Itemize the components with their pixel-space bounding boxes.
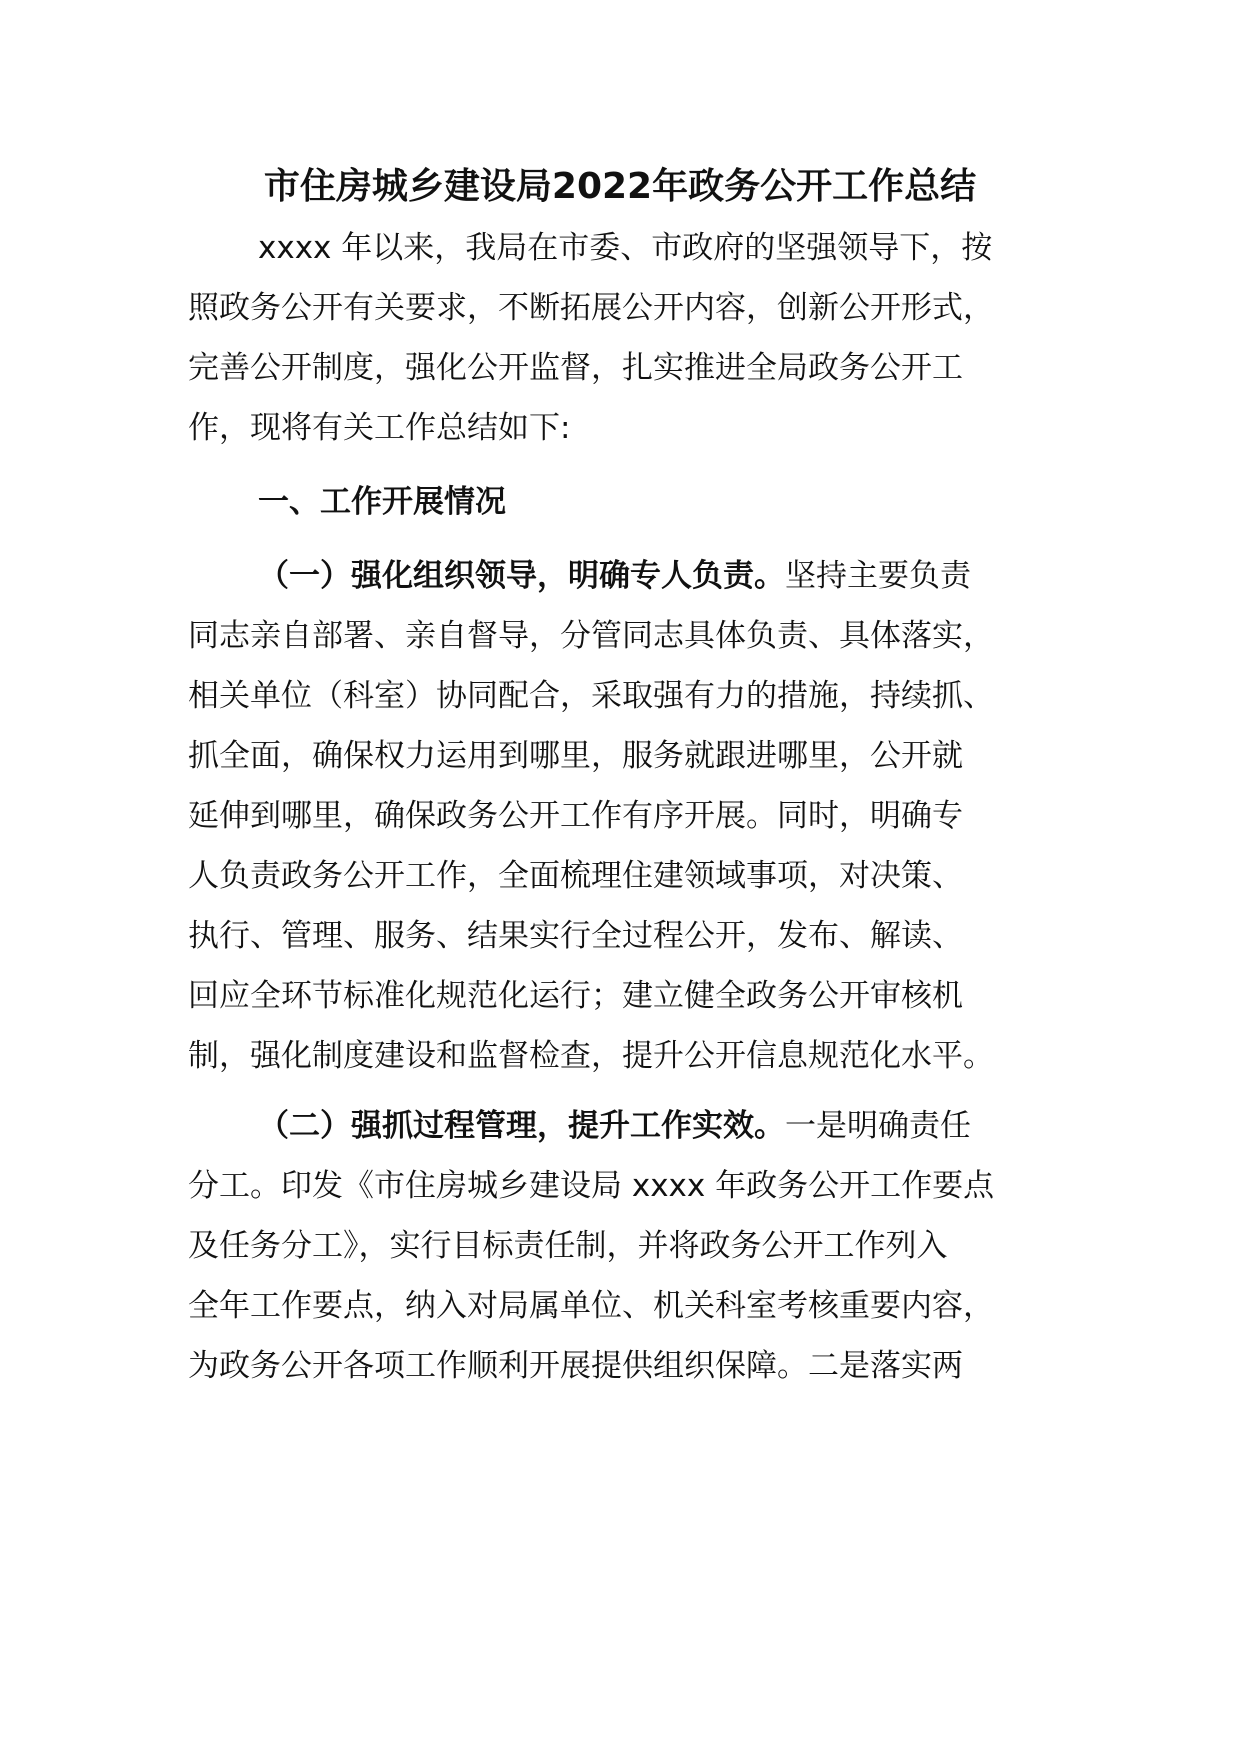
paragraph-line: 相关单位（科室）协同配合，采取强有力的措施，持续抓、: [188, 678, 994, 714]
paragraph-line: 人负责政务公开工作，全面梳理住建领域事项，对决策、: [188, 858, 963, 894]
item-text: 一是明确责任: [785, 1108, 971, 1144]
paragraph-line: 延伸到哪里，确保政务公开工作有序开展。同时，明确专: [188, 798, 963, 834]
paragraph-line: 为政务公开各项工作顺利开展提供组织保障。二是落实两: [188, 1348, 963, 1384]
paragraph-line: 及任务分工》，实行目标责任制，并将政务公开工作列入: [188, 1228, 948, 1264]
item-first-line: [258, 1104, 971, 1148]
paragraph-line: 抓全面，确保权力运用到哪里，服务就跟进哪里，公开就: [188, 738, 963, 774]
section-heading: 一、工作开展情况: [258, 484, 506, 520]
intro-line: 作，现将有关工作总结如下:: [188, 410, 571, 446]
paragraph-line: 执行、管理、服务、结果实行全过程公开，发布、解读、: [188, 918, 963, 954]
intro-line: xxxx 年以来，我局在市委、市政府的坚强领导下，按: [258, 230, 993, 266]
item-heading: （一）强化组织领导，明确专人负责。: [258, 558, 785, 594]
document-title: 市住房城乡建设局2022年政务公开工作总结: [263, 166, 977, 207]
intro-line: 完善公开制度，强化公开监督，扎实推进全局政务公开工: [188, 350, 963, 386]
paragraph-line: 全年工作要点，纳入对局属单位、机关科室考核重要内容，: [188, 1288, 994, 1324]
paragraph-line: 同志亲自部署、亲自督导，分管同志具体负责、具体落实，: [188, 618, 994, 654]
paragraph-line: 回应全环节标准化规范化运行；建立健全政务公开审核机: [188, 978, 963, 1014]
paragraph-line: 制，强化制度建设和监督检查，提升公开信息规范化水平。: [188, 1038, 994, 1074]
paragraph-line: 分工。印发《市住房城乡建设局 xxxx 年政务公开工作要点: [188, 1168, 995, 1204]
item-text: 坚持主要负责: [785, 558, 971, 594]
item-heading: （二）强抓过程管理，提升工作实效。: [258, 1108, 785, 1144]
intro-line: 照政务公开有关要求，不断拓展公开内容，创新公开形式，: [188, 290, 994, 326]
item-first-line: [258, 554, 971, 598]
